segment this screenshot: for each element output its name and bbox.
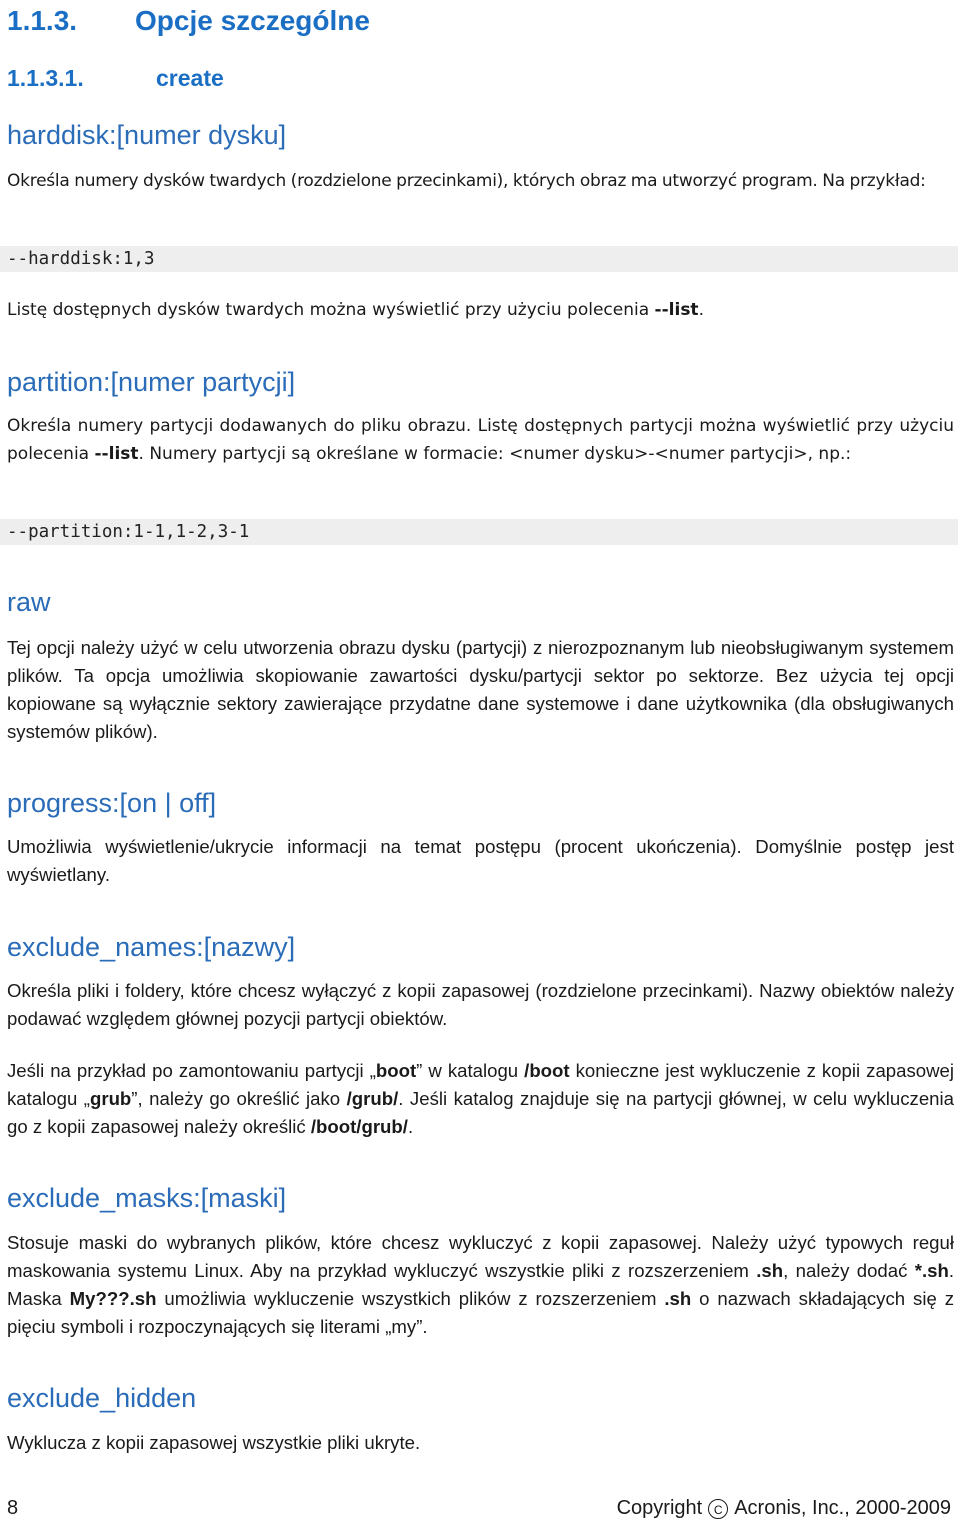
code-example-harddisk: --harddisk:1,3 (0, 246, 958, 272)
option-exclude-names-name: exclude_names:[nazwy] (7, 932, 296, 962)
option-harddisk-list-note: Listę dostępnych dysków twardych można wyświetlić przy użyciu polecenia --list. (7, 300, 704, 320)
option-progress-name: progress:[on | off] (7, 788, 217, 818)
copyright-icon: C (708, 1499, 728, 1519)
option-raw-desc: Tej opcji należy użyć w celu utworzenia obrazu dysku (partycji) z nierozpoznanym lub nieobsługiwanym systemem plików. Ta opcja umożliwia skopiowanie zawartości dysku/partycji sektor po sektorze. Bez użycia tej opcji kopiowane są wyłącznie sektory zawierające przydatne dane systemowe i dane użytkownika (dla obsługiwanych systemów plików). (7, 637, 954, 742)
code-example-partition: --partition:1-1,1-2,3-1 (0, 519, 958, 545)
option-exclude-hidden-name: exclude_hidden (7, 1383, 197, 1413)
section-heading (7, 4, 954, 38)
section-number: 1.1.3. (7, 5, 78, 36)
section-title: Opcje szczególne (135, 5, 370, 36)
list-command: --list (654, 300, 699, 320)
option-exclude-names-example: Jeśli na przykład po zamontowaniu partycji „boot” w katalogu /boot konieczne jest wykluczenie z kopii zapasowej katalogu „grub”, należy go określić jako /grub/. Jeśli katalog znajduje się na partycji głównej, w celu wykluczenia go z kopii zapasowej należy określić /boot/grub/. (7, 1060, 955, 1137)
copyright-notice: Copyright C Acronis, Inc., 2000-2009 (616, 1497, 951, 1519)
option-exclude-names-desc: Określa pliki i foldery, które chcesz wyłączyć z kopii zapasowej (rozdzielone przecinkami). Nazwy obiektów należy podawać względem głównej pozycji partycji obiektów. (7, 980, 954, 1029)
option-progress-desc: Umożliwia wyświetlenie/ukrycie informacji na temat postępu (procent ukończenia). Domyślnie postęp jest wyświetlany. (7, 836, 954, 885)
page-footer (7, 1493, 951, 1523)
option-exclude-masks-name: exclude_masks:[maski] (7, 1183, 287, 1213)
subsection-heading (7, 63, 954, 93)
option-partition-name: partition:[numer partycji] (7, 367, 296, 397)
option-harddisk-desc: Określa numery dysków twardych (rozdzielone przecinkami), których obraz ma utworzyć program. Na przykład: (7, 171, 926, 191)
option-partition-desc: Określa numery partycji dodawanych do pliku obrazu. Listę dostępnych partycji można wyświetlić przy użyciu polecenia --list. Numery partycji są określane w formacie: <numer dysku>-<numer partycji>, np.: (7, 416, 954, 464)
subsection-number: 1.1.3.1. (7, 65, 84, 91)
option-raw-name: raw (7, 587, 51, 617)
option-harddisk-name: harddisk:[numer dysku] (7, 120, 287, 150)
option-exclude-hidden-desc: Wyklucza z kopii zapasowej wszystkie pliki ukryte. (7, 1432, 421, 1453)
page-number: 8 (7, 1497, 19, 1519)
list-command: --list (94, 444, 139, 464)
subsection-title: create (156, 65, 224, 91)
option-exclude-masks-desc: Stosuje maski do wybranych plików, które chcesz wykluczyć z kopii zapasowej. Należy użyć typowych reguł maskowania systemu Linux. Aby na przykład wykluczyć wszystkie pliki z rozszerzeniem .sh, należy dodać *.sh. Maska My???.sh umożliwia wykluczenie wszystkich plików z rozszerzeniem .sh o nazwach składających się z pięciu symboli i rozpoczynających się literami „my”. (7, 1232, 954, 1337)
